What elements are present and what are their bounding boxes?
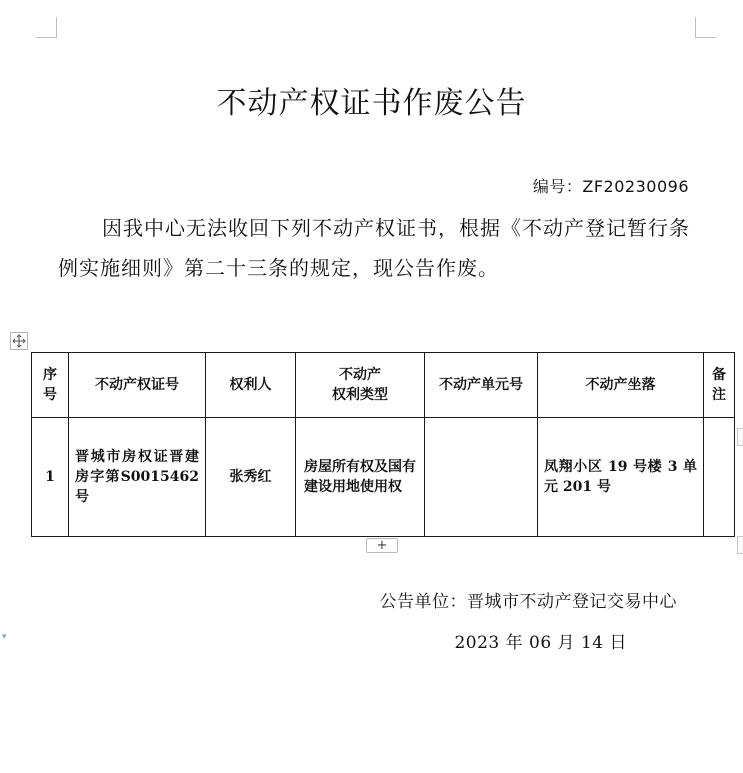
header-cert-no bbox=[69, 353, 206, 418]
header-holder bbox=[206, 353, 296, 418]
header-unit-no bbox=[425, 353, 538, 418]
table-row-edge-marker[interactable] bbox=[737, 428, 743, 446]
table-header-row bbox=[32, 353, 735, 418]
cell-right-type-value: 房屋所有权及国有建设用地使用权 bbox=[304, 459, 416, 495]
cell-seq-value: 1 bbox=[45, 469, 55, 485]
header-location-label: 不动产坐落 bbox=[585, 377, 656, 393]
issue-date: 2023 年 06 月 14 日 bbox=[454, 633, 627, 653]
header-seq bbox=[32, 353, 69, 418]
header-remark-label: 备注 bbox=[712, 367, 726, 403]
move-arrows-icon bbox=[12, 334, 26, 348]
header-unit-no-label: 不动产单元号 bbox=[439, 377, 523, 393]
cell-holder bbox=[206, 418, 296, 537]
cell-cert-no bbox=[69, 418, 206, 537]
cell-unit-no bbox=[425, 418, 538, 537]
document-number: 编号：ZF20230096 bbox=[532, 177, 689, 196]
cell-remark bbox=[704, 418, 735, 537]
cell-location-value: 凤翔小区 19 号楼 3 单元 201 号 bbox=[544, 459, 697, 495]
issuer-line: 公告单位：晋城市不动产登记交易中心 bbox=[379, 592, 677, 612]
document-body: 因我中心无法收回下列不动产权证书，根据《不动产登记暂行条例实施细则》第二十三条的规定，现公告作废。 bbox=[58, 216, 690, 280]
cell-right-type bbox=[296, 418, 425, 537]
header-location bbox=[538, 353, 704, 418]
margin-indicator-icon: ▾ bbox=[2, 632, 7, 642]
cell-cert-no-value: 晋城市房权证晋建房字第S0015462号 bbox=[75, 449, 199, 505]
add-row-button[interactable]: + bbox=[366, 538, 398, 553]
header-right-type-label: 不动产 权利类型 bbox=[332, 367, 388, 403]
notice-table bbox=[31, 352, 735, 537]
margin-corner-top-left bbox=[36, 17, 57, 38]
cell-seq bbox=[32, 418, 69, 537]
header-remark bbox=[704, 353, 735, 418]
cell-location bbox=[538, 418, 704, 537]
header-seq-label: 序号 bbox=[43, 367, 57, 403]
header-holder-label: 权利人 bbox=[229, 377, 272, 393]
header-cert-no-label: 不动产权证号 bbox=[95, 377, 179, 393]
document-title: 不动产权证书作废公告 bbox=[216, 86, 527, 121]
table-resize-edge-marker[interactable] bbox=[737, 536, 743, 554]
margin-corner-top-right bbox=[695, 17, 716, 38]
header-right-type bbox=[296, 353, 425, 418]
cell-holder-value: 张秀红 bbox=[229, 469, 272, 485]
table-move-handle[interactable] bbox=[10, 332, 28, 350]
table-row bbox=[32, 418, 735, 537]
